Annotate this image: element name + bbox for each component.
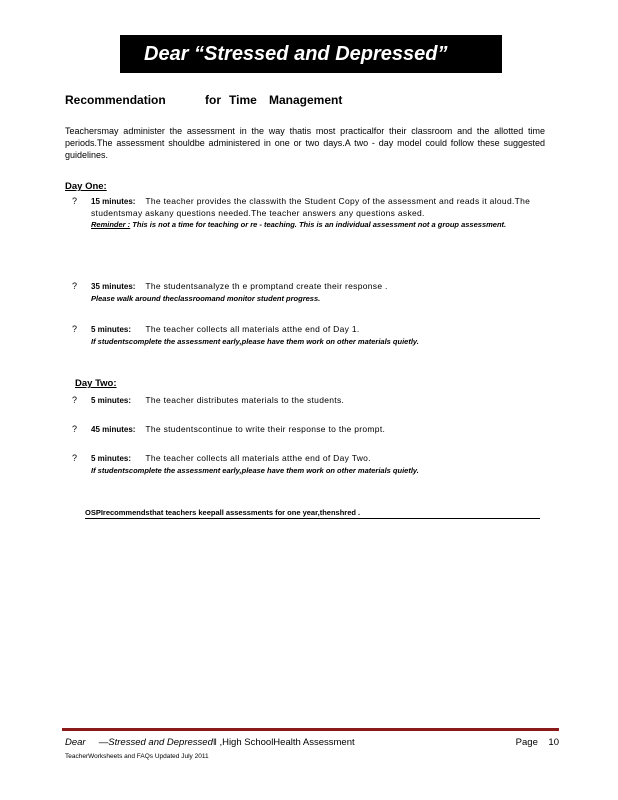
- heading-word-3: Time: [229, 93, 257, 107]
- footer-page: [516, 737, 559, 748]
- list-item: [72, 453, 542, 476]
- bullet-glyph: ?: [72, 324, 78, 334]
- footer-page-number: 10: [548, 737, 559, 748]
- footer-doc-title: [65, 737, 355, 748]
- bullet-glyph: ?: [72, 453, 78, 463]
- bullet-glyph: ?: [72, 424, 78, 434]
- footer-title-prefix: Dear: [65, 737, 86, 748]
- item-text: The teacher provides the classwith the Student Copy of the assessment and reads it aloud.The studentsmay askany questions needed.The teacher answers any questions asked.: [91, 196, 531, 218]
- list-item: [72, 324, 542, 347]
- heading-word-4: Management: [269, 93, 343, 107]
- footer-divider: [62, 728, 559, 731]
- footer-updated-line: TeacherWorksheets and FAQs Updated July 2011: [65, 753, 209, 760]
- list-item: [72, 196, 542, 231]
- item-note: If studentscomplete the assessment early,please have them work on other materials quietly.: [91, 336, 419, 346]
- document-title: Dear “Stressed and Depressed”: [120, 35, 502, 73]
- item-text: The teacher collects all materials atthe end of Day 1.: [145, 324, 360, 334]
- bullet-glyph: ?: [72, 281, 78, 291]
- item-text: The teacher distributes materials to the students.: [145, 395, 345, 405]
- item-time: 45 minutes:: [91, 425, 136, 434]
- item-time: 35 minutes:: [91, 282, 136, 291]
- item-time: 5 minutes:: [91, 454, 132, 463]
- list-item: [72, 281, 542, 304]
- item-text: The studentsanalyze th e promptand create their response .: [145, 281, 388, 291]
- day-two-heading: Day Two:: [75, 378, 117, 389]
- item-note: Please walk around theclassroomand monitor student progress.: [91, 293, 321, 303]
- intro-paragraph: Teachersmay administer the assessment in the way thatis most practicalfor their classroom and the allotted time periods.The assessment shouldbe administered in one or two days.A two - day model could follow these suggested guidelines.: [65, 126, 545, 160]
- item-note: [91, 219, 542, 231]
- bullet-glyph: ?: [72, 196, 78, 206]
- item-note: If studentscomplete the assessment early,please have them work on other materials quietly.: [91, 465, 419, 475]
- day-one-heading: Day One:: [65, 181, 107, 192]
- footer-page-label: Page: [515, 737, 538, 748]
- heading-word-2: for: [205, 93, 221, 107]
- list-item: [72, 424, 542, 436]
- ospi-recommendation: OSPIrecommendsthat teachers keepall assessments for one year,thenshred .: [85, 508, 540, 519]
- list-item: [72, 395, 542, 407]
- item-text: The studentscontinue to write their response to the prompt.: [145, 424, 386, 434]
- heading-word-1: Recommendation: [65, 93, 166, 107]
- item-text: The teacher collects all materials atthe end of Day Two.: [145, 453, 371, 463]
- item-time: 5 minutes:: [91, 325, 132, 334]
- footer-title-main: —Stressed and Depressed‖: [98, 737, 217, 748]
- section-heading: [65, 93, 485, 107]
- item-time: 5 minutes:: [91, 396, 132, 405]
- note-label: Reminder :: [91, 220, 131, 229]
- bullet-glyph: ?: [72, 395, 78, 405]
- note-text: This is not a time for teaching or re - teaching. This is an individual assessment not a group assessment.: [132, 220, 507, 229]
- item-time: 15 minutes:: [91, 197, 136, 206]
- footer-title-line: [65, 737, 559, 748]
- footer-title-suffix: ,High SchoolHealth Assessment: [219, 737, 355, 748]
